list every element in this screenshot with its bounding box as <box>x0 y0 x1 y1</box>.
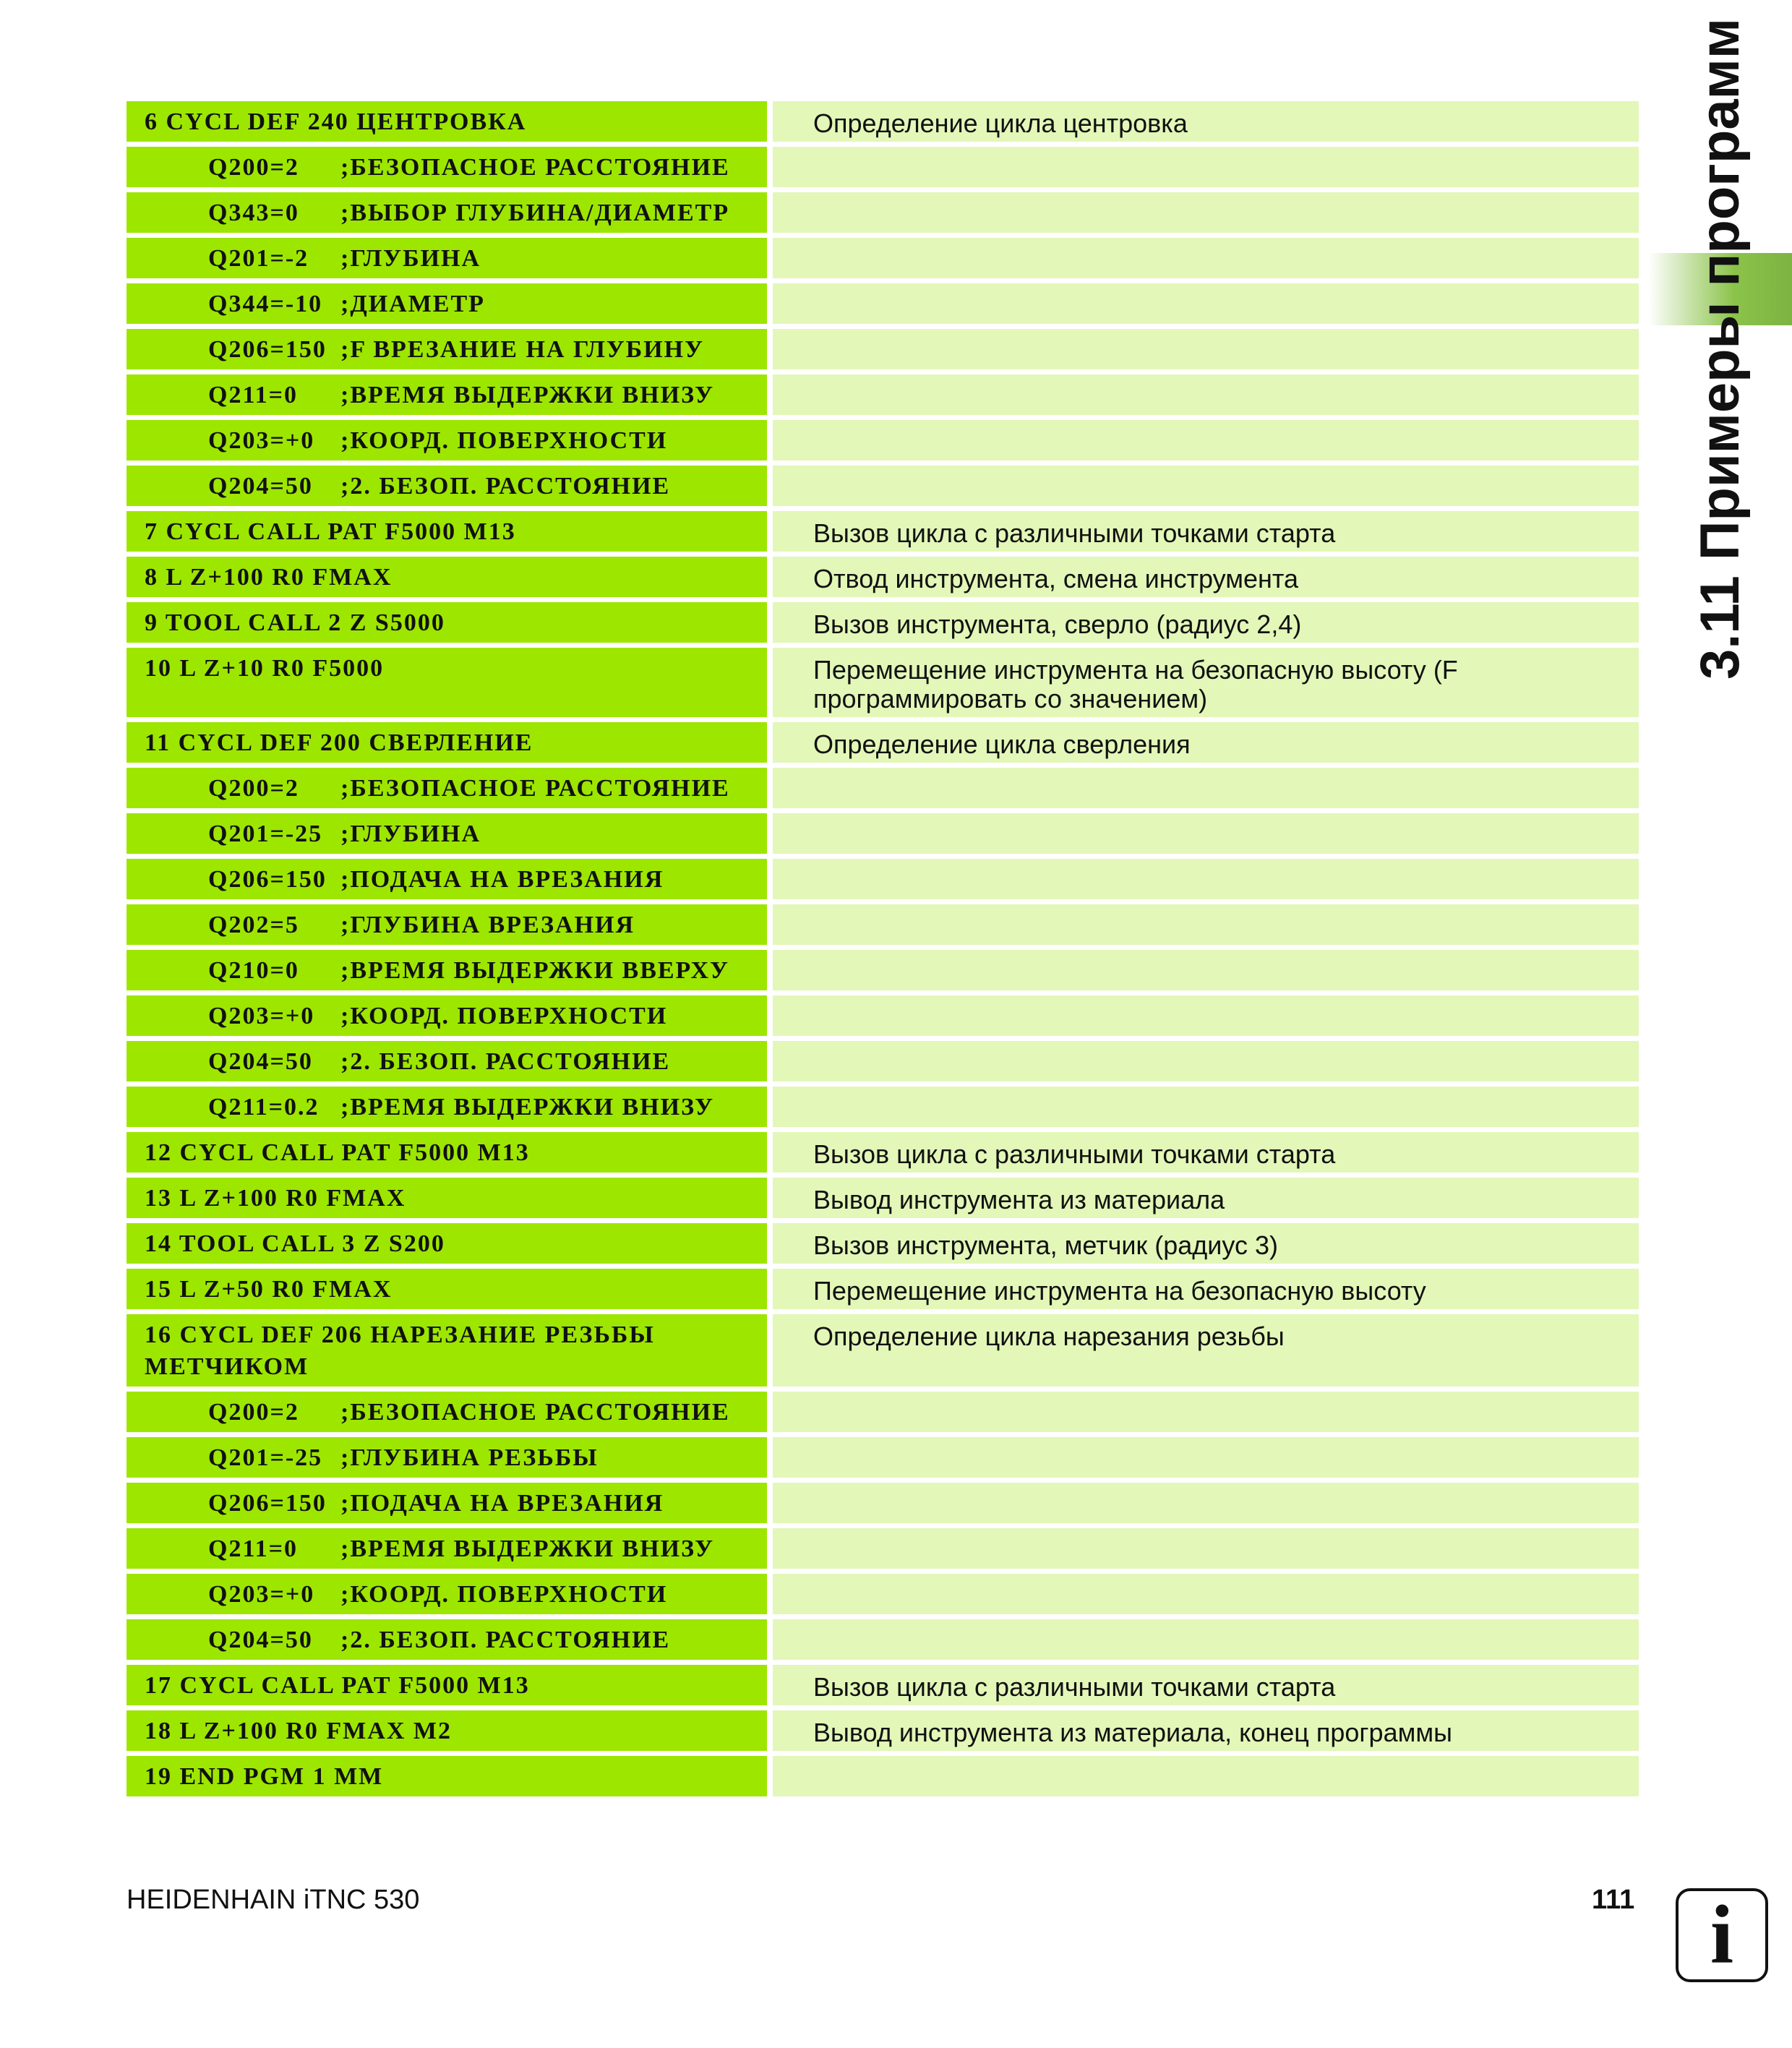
parameter-value: Q201=-2 <box>208 245 309 272</box>
parameter-comment: ;ГЛУБИНА <box>340 821 481 847</box>
nc-parameter-cell <box>127 147 767 187</box>
nc-parameter-cell <box>127 1437 767 1478</box>
parameter-comment: ;КООРД. ПОВЕРХНОСТИ <box>340 1581 668 1608</box>
nc-parameter-cell <box>127 283 767 324</box>
parameter-value: Q206=150 <box>208 336 327 363</box>
description-cell <box>773 1528 1639 1569</box>
nc-block-cell: 16 CYCL DEF 206 НАРЕЗАНИЕ РЕЗЬБЫ МЕТЧИКОМ <box>127 1314 767 1387</box>
parameter-comment: ;КООРД. ПОВЕРХНОСТИ <box>340 1003 668 1029</box>
parameter-value: Q203=+0 <box>208 427 315 454</box>
parameter-value: Q344=-10 <box>208 291 323 317</box>
table-row <box>127 768 1639 808</box>
program-table <box>127 101 1639 1796</box>
nc-parameter-cell <box>127 374 767 415</box>
nc-block-cell: 7 CYCL CALL PAT F5000 M13 <box>127 511 767 552</box>
nc-parameter-cell <box>127 904 767 945</box>
parameter-value: Q201=-25 <box>208 1444 323 1471</box>
parameter-value: Q211=0.2 <box>208 1094 320 1121</box>
table-row <box>127 995 1639 1036</box>
parameter-comment: ;ГЛУБИНА ВРЕЗАНИЯ <box>340 912 635 938</box>
description-cell <box>773 995 1639 1036</box>
description-cell: Определение цикла нарезания резьбы <box>773 1314 1639 1387</box>
table-row <box>127 1041 1639 1081</box>
table-row <box>127 602 1639 643</box>
parameter-value: Q211=0 <box>208 1535 298 1562</box>
parameter-value: Q200=2 <box>208 775 299 802</box>
description-cell <box>773 859 1639 899</box>
table-row <box>127 1665 1639 1705</box>
table-row <box>127 101 1639 142</box>
description-cell: Вывод инструмента из материала, конец программы <box>773 1710 1639 1751</box>
description-cell <box>773 768 1639 808</box>
description-cell <box>773 238 1639 278</box>
footer-manual-name: HEIDENHAIN iTNC 530 <box>127 1885 420 1915</box>
description-cell: Вызов цикла с различными точками старта <box>773 1132 1639 1173</box>
table-row <box>127 950 1639 990</box>
table-row <box>127 511 1639 552</box>
table-row <box>127 1710 1639 1751</box>
nc-block-cell: 6 CYCL DEF 240 ЦЕНТРОВКА <box>127 101 767 142</box>
parameter-value: Q206=150 <box>208 1490 327 1517</box>
description-cell <box>773 1392 1639 1432</box>
parameter-value: Q203=+0 <box>208 1581 315 1608</box>
parameter-comment: ;F ВРЕЗАНИЕ НА ГЛУБИНУ <box>340 336 705 363</box>
parameter-comment: ;ВРЕМЯ ВЫДЕРЖКИ ВНИЗУ <box>340 382 715 408</box>
parameter-comment: ;ВЫБОР ГЛУБИНА/ДИАМЕТР <box>340 200 730 226</box>
nc-parameter-cell <box>127 813 767 854</box>
nc-block-cell: 14 TOOL CALL 3 Z S200 <box>127 1223 767 1264</box>
description-cell <box>773 329 1639 369</box>
table-row <box>127 859 1639 899</box>
table-row <box>127 1756 1639 1796</box>
parameter-value: Q343=0 <box>208 200 299 226</box>
parameter-comment: ;КООРД. ПОВЕРХНОСТИ <box>340 427 668 454</box>
description-cell <box>773 1619 1639 1660</box>
table-row <box>127 1483 1639 1523</box>
parameter-comment: ;ПОДАЧА НА ВРЕЗАНИЯ <box>340 866 664 893</box>
table-row <box>127 557 1639 597</box>
description-cell: Определение цикла сверления <box>773 722 1639 763</box>
description-cell <box>773 466 1639 506</box>
parameter-comment: ;БЕЗОПАСНОЕ РАССТОЯНИЕ <box>340 154 730 181</box>
parameter-value: Q203=+0 <box>208 1003 315 1029</box>
description-cell <box>773 1756 1639 1796</box>
nc-parameter-cell <box>127 1574 767 1614</box>
description-cell: Вызов цикла с различными точками старта <box>773 1665 1639 1705</box>
nc-block-cell: 17 CYCL CALL PAT F5000 M13 <box>127 1665 767 1705</box>
table-row <box>127 904 1639 945</box>
description-cell <box>773 192 1639 233</box>
nc-parameter-cell <box>127 859 767 899</box>
description-cell <box>773 374 1639 415</box>
nc-parameter-cell <box>127 768 767 808</box>
parameter-value: Q202=5 <box>208 912 299 938</box>
parameter-comment: ;ГЛУБИНА <box>340 245 481 272</box>
nc-parameter-cell <box>127 1528 767 1569</box>
table-row <box>127 466 1639 506</box>
parameter-comment: ;БЕЗОПАСНОЕ РАССТОЯНИЕ <box>340 1399 730 1426</box>
parameter-comment: ;ГЛУБИНА РЕЗЬБЫ <box>340 1444 599 1471</box>
table-row <box>127 238 1639 278</box>
table-row <box>127 1314 1639 1387</box>
table-row <box>127 1574 1639 1614</box>
parameter-value: Q211=0 <box>208 382 298 408</box>
nc-parameter-cell <box>127 1483 767 1523</box>
parameter-value: Q210=0 <box>208 957 299 984</box>
description-cell: Определение цикла центровка <box>773 101 1639 142</box>
nc-parameter-cell <box>127 329 767 369</box>
table-row <box>127 1132 1639 1173</box>
parameter-comment: ;ВРЕМЯ ВЫДЕРЖКИ ВНИЗУ <box>340 1535 715 1562</box>
nc-block-cell: 13 L Z+100 R0 FMAX <box>127 1178 767 1218</box>
nc-block-cell: 19 END PGM 1 MM <box>127 1756 767 1796</box>
parameter-comment: ;ДИАМЕТР <box>340 291 485 317</box>
table-row <box>127 1178 1639 1218</box>
section-title: 3.11 Примеры программ <box>1689 17 1751 680</box>
table-row <box>127 1392 1639 1432</box>
parameter-comment: ;ПОДАЧА НА ВРЕЗАНИЯ <box>340 1490 664 1517</box>
table-row <box>127 1223 1639 1264</box>
parameter-comment: ;БЕЗОПАСНОЕ РАССТОЯНИЕ <box>340 775 730 802</box>
parameter-value: Q200=2 <box>208 154 299 181</box>
table-row <box>127 329 1639 369</box>
table-row <box>127 1269 1639 1309</box>
description-cell <box>773 904 1639 945</box>
parameter-value: Q201=-25 <box>208 821 323 847</box>
nc-parameter-cell <box>127 466 767 506</box>
description-cell <box>773 813 1639 854</box>
table-row <box>127 192 1639 233</box>
description-cell <box>773 1483 1639 1523</box>
nc-block-cell: 11 CYCL DEF 200 СВЕРЛЕНИЕ <box>127 722 767 763</box>
parameter-value: Q204=50 <box>208 1048 313 1075</box>
parameter-comment: ;2. БЕЗОП. РАССТОЯНИЕ <box>340 1627 671 1653</box>
table-row <box>127 1619 1639 1660</box>
description-cell <box>773 147 1639 187</box>
nc-parameter-cell <box>127 995 767 1036</box>
nc-parameter-cell <box>127 420 767 460</box>
page-number: 111 <box>1592 1885 1635 1915</box>
nc-parameter-cell <box>127 1087 767 1127</box>
table-row <box>127 813 1639 854</box>
description-cell <box>773 1437 1639 1478</box>
nc-block-cell: 18 L Z+100 R0 FMAX M2 <box>127 1710 767 1751</box>
parameter-comment: ;ВРЕМЯ ВЫДЕРЖКИ ВНИЗУ <box>340 1094 715 1121</box>
description-cell <box>773 420 1639 460</box>
description-cell: Вывод инструмента из материала <box>773 1178 1639 1218</box>
table-row <box>127 420 1639 460</box>
nc-parameter-cell <box>127 1619 767 1660</box>
description-cell <box>773 283 1639 324</box>
parameter-comment: ;2. БЕЗОП. РАССТОЯНИЕ <box>340 1048 671 1075</box>
nc-parameter-cell <box>127 1392 767 1432</box>
description-cell: Перемещение инструмента на безопасную высоту <box>773 1269 1639 1309</box>
description-cell <box>773 1574 1639 1614</box>
parameter-value: Q200=2 <box>208 1399 299 1426</box>
nc-parameter-cell <box>127 192 767 233</box>
nc-block-cell: 15 L Z+50 R0 FMAX <box>127 1269 767 1309</box>
table-row <box>127 1087 1639 1127</box>
description-cell <box>773 950 1639 990</box>
nc-parameter-cell <box>127 1041 767 1081</box>
description-cell: Отвод инструмента, смена инструмента <box>773 557 1639 597</box>
table-row <box>127 374 1639 415</box>
nc-parameter-cell <box>127 950 767 990</box>
description-cell: Вызов цикла с различными точками старта <box>773 511 1639 552</box>
table-row <box>127 147 1639 187</box>
table-row <box>127 1528 1639 1569</box>
nc-block-cell: 9 TOOL CALL 2 Z S5000 <box>127 602 767 643</box>
parameter-comment: ;2. БЕЗОП. РАССТОЯНИЕ <box>340 473 671 500</box>
nc-block-cell: 8 L Z+100 R0 FMAX <box>127 557 767 597</box>
description-cell: Вызов инструмента, метчик (радиус 3) <box>773 1223 1639 1264</box>
description-cell <box>773 1041 1639 1081</box>
description-cell: Вызов инструмента, сверло (радиус 2,4) <box>773 602 1639 643</box>
description-cell: Перемещение инструмента на безопасную высоту (F программировать со значением) <box>773 648 1639 717</box>
parameter-comment: ;ВРЕМЯ ВЫДЕРЖКИ ВВЕРХУ <box>340 957 730 984</box>
table-row <box>127 648 1639 717</box>
nc-block-cell: 12 CYCL CALL PAT F5000 M13 <box>127 1132 767 1173</box>
table-row <box>127 283 1639 324</box>
nc-block-cell: 10 L Z+10 R0 F5000 <box>127 648 767 717</box>
nc-parameter-cell <box>127 238 767 278</box>
info-icon: i <box>1676 1888 1768 1982</box>
parameter-value: Q204=50 <box>208 1627 313 1653</box>
table-row <box>127 1437 1639 1478</box>
description-cell <box>773 1087 1639 1127</box>
parameter-value: Q204=50 <box>208 473 313 500</box>
table-row <box>127 722 1639 763</box>
parameter-value: Q206=150 <box>208 866 327 893</box>
